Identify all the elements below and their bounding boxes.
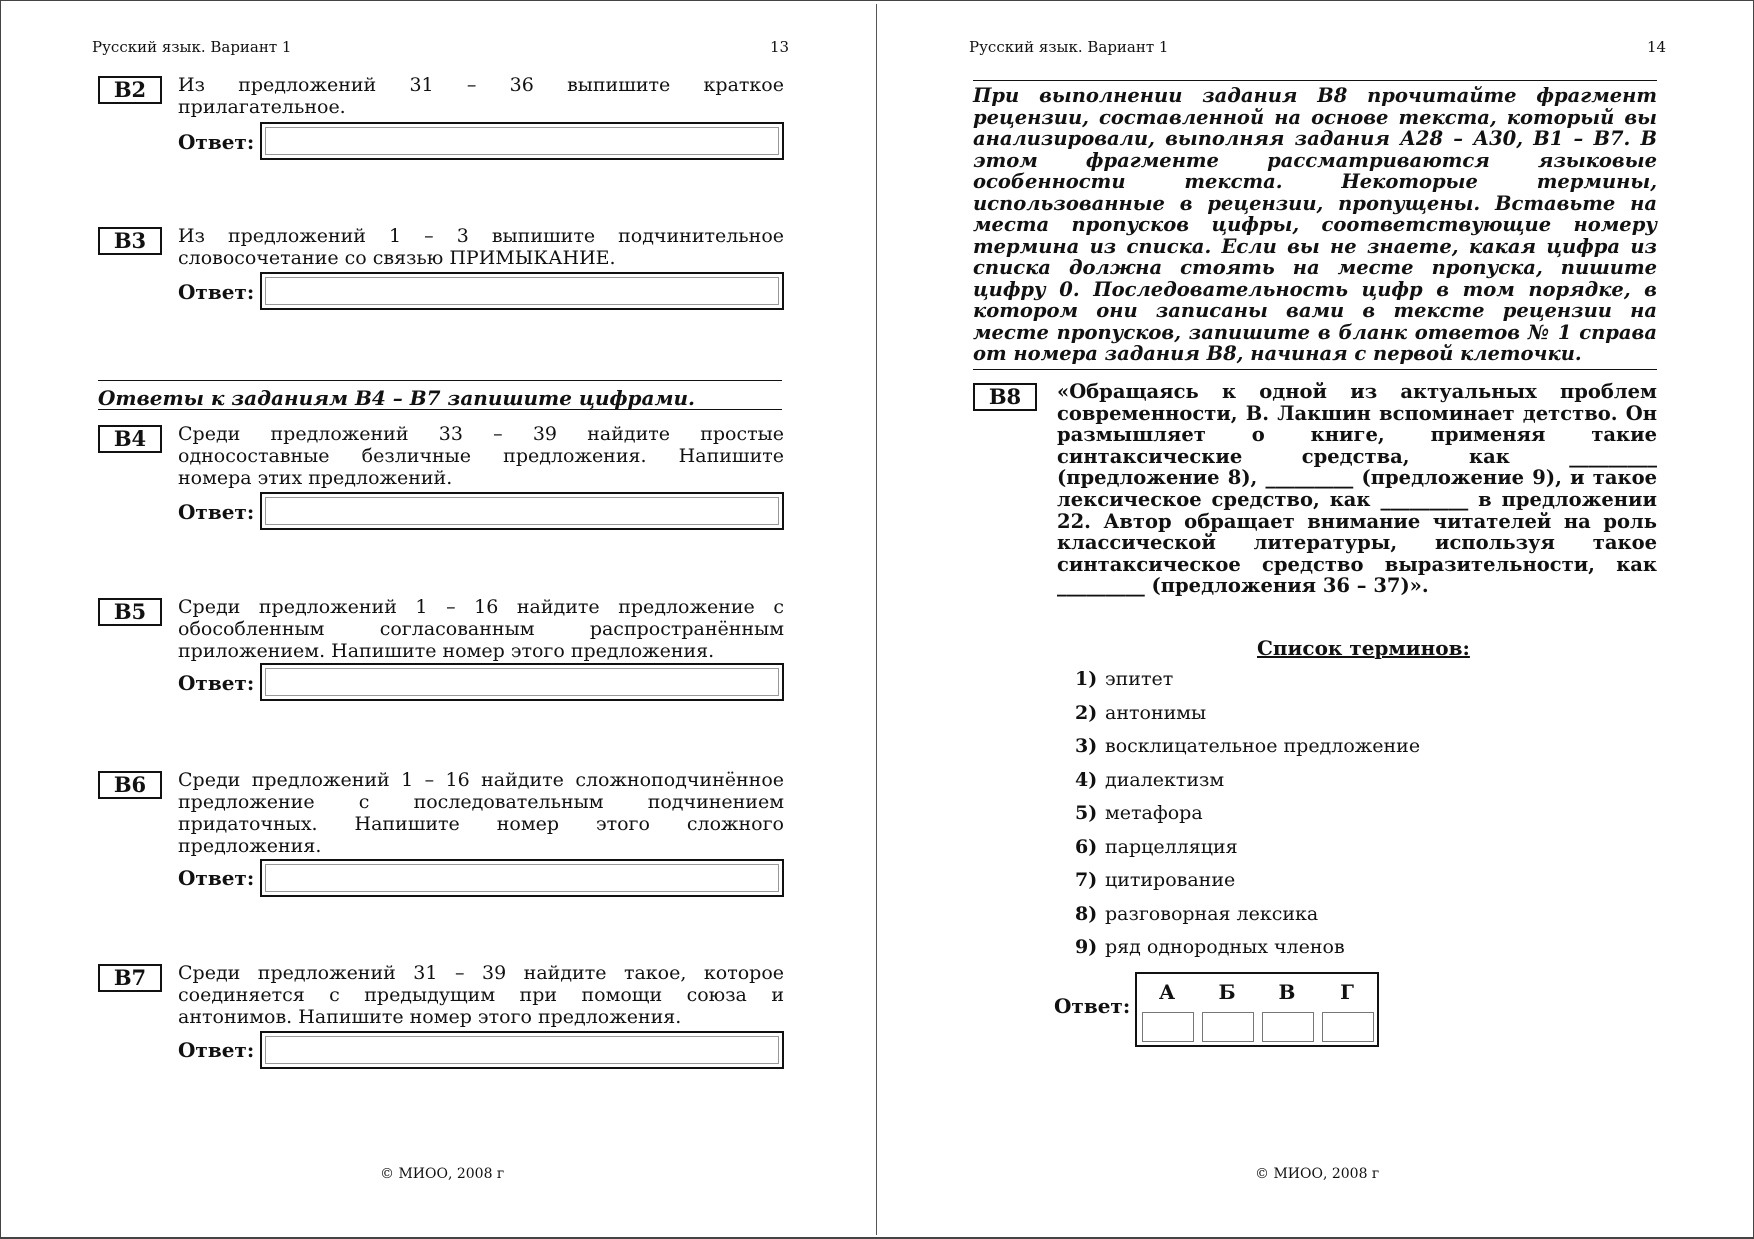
answer-field-b2[interactable]	[260, 122, 784, 160]
grid-column	[1319, 974, 1375, 1010]
task-label: В3	[98, 227, 162, 255]
answer-field-b5[interactable]	[260, 663, 784, 701]
term-item: 4) диалектизм	[1075, 768, 1225, 791]
page-number: 13	[770, 38, 790, 56]
answer-field-b7[interactable]	[260, 1031, 784, 1069]
term-item: 5) метафора	[1075, 802, 1203, 824]
term-item: 9) ряд однородных членов	[1075, 936, 1345, 958]
task-text: Среди предложений 1 – 16 найдите предложение с обособленным согласованным распространённым приложением. Напишите номер этого предложения.	[178, 596, 784, 662]
task-label: В4	[98, 425, 162, 453]
grid-cell-b[interactable]	[1202, 1012, 1254, 1042]
term-item: 1) эпитет	[1075, 668, 1174, 690]
page-footer: © МИОО, 2008 г	[380, 1166, 505, 1182]
grid-column	[1199, 974, 1255, 1010]
task-label: В7	[98, 964, 162, 992]
answer-label: Ответ:	[1054, 994, 1131, 1018]
task-label: В6	[98, 771, 162, 799]
answer-label: Ответ:	[178, 280, 255, 304]
task-label: В5	[98, 598, 162, 626]
term-item: 6) парцелляция	[1075, 835, 1238, 858]
answer-label: Ответ:	[178, 671, 255, 695]
answer-field-b4[interactable]	[260, 492, 784, 530]
page-number: 14	[1647, 38, 1667, 56]
answer-label: Ответ:	[178, 866, 255, 890]
answer-label: Ответ:	[178, 1038, 255, 1062]
grid-letter: А	[1158, 980, 1176, 1004]
b8-instruction: При выполнении задания В8 прочитайте фрагмент рецензии, составленной на основе текста, который вы анализировали, выполняя задания А28 – А30, В1 – В7. В этом фрагменте рассматриваются языковые особенности текста. Некоторые термины, использованные в рецензии, пропущены. Вставьте на места пропусков цифры, соответствующие номеру термина из списка. Если вы не знаете, какая цифра из списка должна стоять на месте пропуска, пишите цифру 0. Последовательность цифр в том порядке, в котором они записаны вами в тексте рецензии на месте пропусков, запишите в бланк ответов № 1 справа от номера задания В8, начиная с первой клеточки.	[973, 80, 1657, 370]
terms-title: Список терминов:	[1257, 636, 1470, 660]
section-instruction: Ответы к заданиям В4 – В7 запишите цифрами.	[98, 380, 782, 410]
page-header: Русский язык. Вариант 1	[969, 38, 1169, 56]
answer-label: Ответ:	[178, 500, 255, 524]
grid-cell-a[interactable]	[1142, 1012, 1194, 1042]
page-header: Русский язык. Вариант 1	[92, 38, 292, 56]
grid-letter: В	[1278, 980, 1296, 1004]
term-item: 3) восклицательное предложение	[1075, 735, 1421, 757]
answer-field-b6[interactable]	[260, 859, 784, 897]
task-label: В2	[98, 76, 162, 104]
page-footer: © МИОО, 2008 г	[1255, 1166, 1380, 1182]
page-13	[0, 0, 876, 1239]
review-fragment: «Обращаясь к одной из актуальных проблем современности, В. Лакшин вспоминает детство. Он размышляет о книге, применяя такие синтаксические средства, как _________ (предложение 8), _________ (предложение 9), и такое лексическое средство, как _________ в предложении 22. Автор обращает внимание читателей на роль классической литературы, используя такое синтаксическое средство выразительности, как _________ (предложения 36 – 37)».	[1057, 380, 1657, 598]
answer-grid	[1135, 972, 1379, 1047]
task-text: Из предложений 31 – 36 выпишите краткое прилагательное.	[178, 74, 784, 118]
grid-column	[1259, 974, 1315, 1010]
page-14	[877, 0, 1754, 1239]
grid-letter: Б	[1218, 980, 1236, 1004]
answer-label: Ответ:	[178, 130, 255, 154]
grid-cell-g[interactable]	[1322, 1012, 1374, 1042]
answer-field-b3[interactable]	[260, 272, 784, 310]
grid-column	[1139, 974, 1195, 1010]
term-item: 8) разговорная лексика	[1075, 902, 1319, 925]
term-item: 7) цитирование	[1075, 869, 1236, 891]
term-item: 2) антонимы	[1075, 701, 1207, 724]
task-text: Среди предложений 31 – 39 найдите такое, которое соединяется с предыдущим при помощи союза и антонимов. Напишите номер этого предложения.	[178, 962, 784, 1028]
grid-letter: Г	[1340, 980, 1354, 1004]
task-text: Из предложений 1 – 3 выпишите подчинительное словосочетание со связью ПРИМЫКАНИЕ.	[178, 225, 784, 269]
task-label: В8	[973, 383, 1037, 411]
task-text: Среди предложений 1 – 16 найдите сложноподчинённое предложение с последовательным подчинением придаточных. Напишите номер этого сложного предложения.	[178, 769, 784, 857]
grid-cell-v[interactable]	[1262, 1012, 1314, 1042]
task-text: Среди предложений 33 – 39 найдите простые односоставные безличные предложения. Напишите номера этих предложений.	[178, 423, 784, 489]
